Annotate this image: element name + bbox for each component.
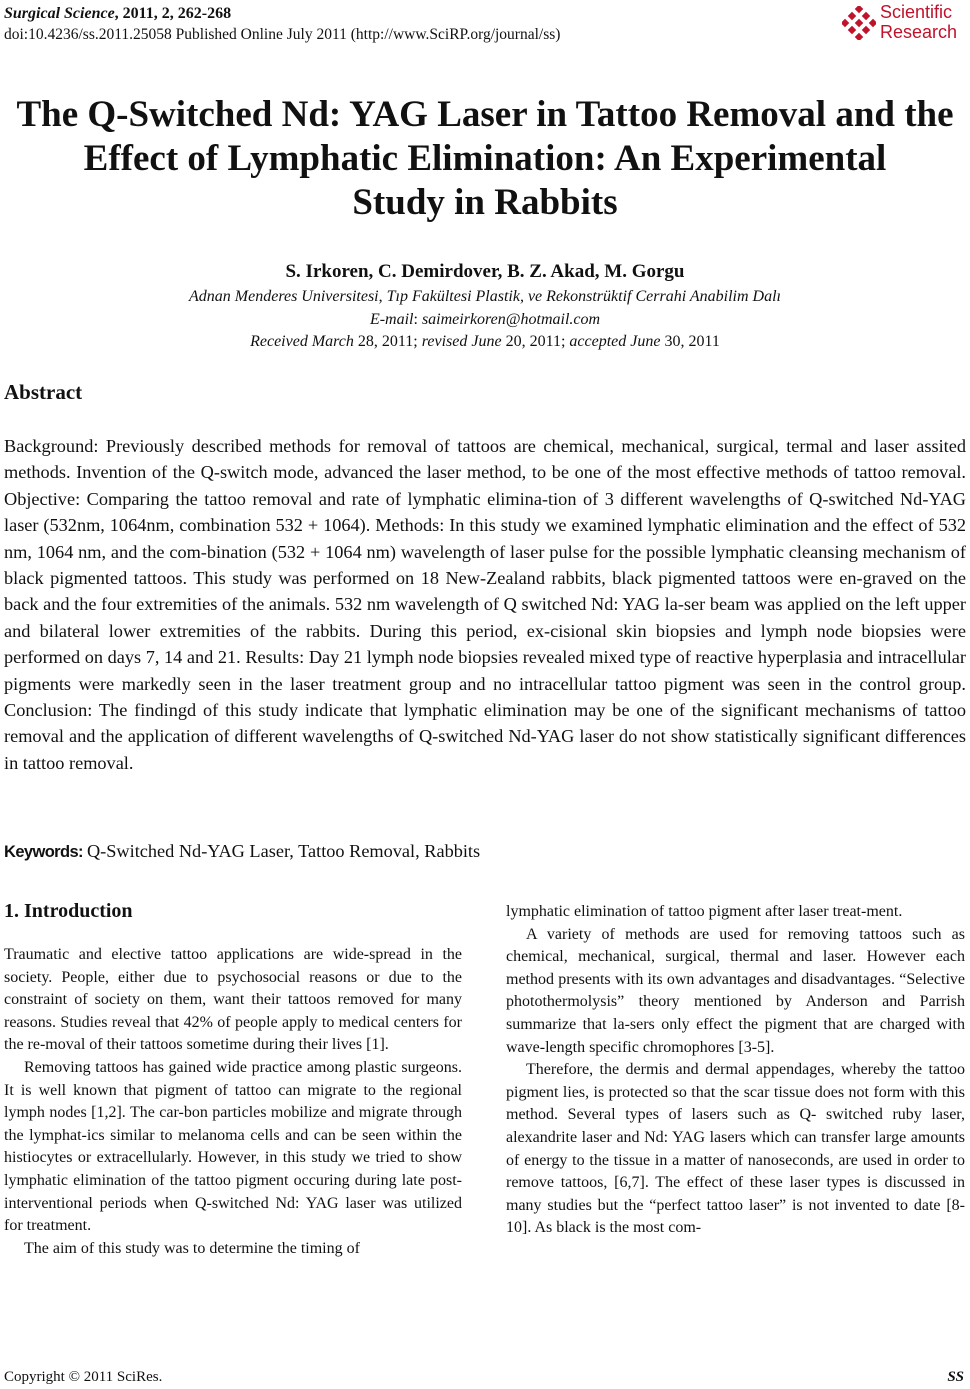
received-label: Received March xyxy=(250,333,354,350)
abstract-body: Background: Previously described methods for removal of tattoos are chemical, mechanical, surgical, termal and laser assited methods. Invention of the Q-switch mode, advanced the laser method, to be one of the most effective methods of tattoo removal. Objective: Comparing the tattoo removal and rate of lymphatic elimina-tion of 3 different wavelengths of Q-switched Nd-YAG laser (532nm, 1064nm, combination 532 + 1064). Methods: In this study we examined lymphatic elimination and the effect of 532 nm, 1064 nm, and the com-bination (532 + 1064 nm) wavelength of laser pulse for the possible lymphatic cleansing mechanism of black pigmented tattoos. This study was performed on 18 New-Zealand rabbits, black pigmented tattoos were en-graved on the back and the four extremities of the animals. 532 nm wavelength of Q switched Nd: YAG la-ser beam was applied on the left upper and bilateral lower extremities of the rabbits. During this period, ex-cisional skin biopsies and lymph node biopsies were performed on days 7, 14 and 21. Results: Day 21 lymph node biopsies revealed mixed type of reactive hyperplasia and intracellular pigments were markedly seen in the laser treatment group and no intracellular tattoo pigment was seen in the control group. Conclusion: The findingd of this study indicate that lymphatic elimination may be one of the significant mechanisms of tattoo removal and the application of different wavelengths of Q-switched Nd-YAG laser do not show statistically significant differences in tattoo removal. xyxy=(4,436,966,773)
email-address[interactable]: saimeirkoren@hotmail.com xyxy=(421,311,601,328)
intro-paragraph: Traumatic and elective tattoo applications are wide-spread in the society. People, either due to psychosocial reasons or due to the constraint of society on them, want their tattoos removed for many reasons. Studies reveal that 42% of people apply to medical centers for the re-moval of their tattoos sometime during their lives [1]. xyxy=(4,946,462,1054)
affiliation-separator: , xyxy=(378,288,387,305)
intro-paragraph: Therefore, the dermis and dermal appendages, whereby the tattoo pigment lies, is protected so that the scar tissue does not form with this method. Several types of lasers such as Q- switched ruby laser, alexandrite laser and Nd: YAG lasers which can transfer large amounts of energy to the tissue in a matter of nanoseconds, are used in order to remove tattoos, [6,7]. The effect of these laser types is discussed in many studies but the “perfect tattoo laser” is not invented to date [8-10]. As black is the most com- xyxy=(506,1061,965,1237)
footer-copyright: Copyright © 2011 SciRes. xyxy=(4,1369,163,1385)
email-label: E-mail xyxy=(369,311,414,328)
logo-text-scientific: Scientific xyxy=(880,2,953,22)
keywords-label: Keywords: xyxy=(4,843,83,861)
footer-journal-abbr: SS xyxy=(947,1369,964,1385)
affiliation-department-rest: , ve Rekonstrüktif Cerrahi Anabilim Dalı xyxy=(519,288,781,305)
accepted-date: 30, 2011 xyxy=(660,333,720,350)
scirp-diamond-logo-icon xyxy=(842,6,876,40)
paper-title xyxy=(0,93,970,225)
received-date: 28, 2011; xyxy=(353,333,422,350)
right-column xyxy=(506,901,965,1240)
title-line-3: Study in Rabbits xyxy=(352,182,618,223)
accepted-label: accepted June xyxy=(569,333,661,350)
author-list: S. Irkoren, C. Demirdover, B. Z. Akad, M. Gorgu xyxy=(285,261,685,282)
intro-paragraph: The aim of this study was to determine the timing of xyxy=(24,1239,360,1257)
revised-date: 20, 2011; xyxy=(501,333,570,350)
running-header xyxy=(4,3,560,45)
intro-paragraph: Removing tattoos has gained wide practice among plastic surgeons. It is well known that pigment of tattoo can migrate to the regional lymph nodes [1,2]. The car-bon particles mobilize and migrate through the lymphat-ics similar to melanoma cells and can be seen within the histiocytes or extracellularly. However, in this study we tried to show lymphatic elimination of the tattoo pigment occuring during late post-interventional periods when Q-switched Nd: YAG laser was utilized for treatment. xyxy=(4,1058,462,1235)
abstract-heading: Abstract xyxy=(4,380,83,404)
affiliation-department: Tıp Fakültesi Plastik xyxy=(386,288,520,305)
section-heading-introduction: 1. Introduction xyxy=(4,900,133,922)
title-line-1: The Q-Switched Nd: YAG Laser in Tattoo Removal and the xyxy=(16,94,954,135)
title-line-2: Effect of Lymphatic Elimination: An Experimental xyxy=(83,138,887,179)
author-email xyxy=(0,309,970,331)
keywords-text: Q-Switched Nd-YAG Laser, Tattoo Removal, Rabbits xyxy=(86,841,481,861)
revised-label: revised June xyxy=(421,333,502,350)
left-column xyxy=(4,944,462,1260)
keywords xyxy=(4,838,480,865)
intro-paragraph: lymphatic elimination of tattoo pigment after laser treat-ment. xyxy=(506,903,903,920)
journal-name: Surgical Science xyxy=(4,5,115,22)
affiliation xyxy=(0,286,970,308)
logo-text-research: Research xyxy=(880,22,958,42)
email-colon: : xyxy=(413,311,422,328)
doi-line: doi:10.4236/ss.2011.25058 Published Online July 2011 (http://www.SciRP.org/journal/ss) xyxy=(4,26,561,43)
article-dates xyxy=(0,331,970,353)
journal-issue: , 2011, 2, 262-268 xyxy=(114,5,232,22)
publisher-logo xyxy=(842,2,964,44)
intro-paragraph: A variety of methods are used for removing tattoos such as chemical, mechanical, surgical, thermal and laser. However each method presents with its own advantages and disadvantages. “Selective photothermolysis” theory mentioned by Anderson and Parrish summarize that la-sers only effect the pigment that are charged with wave-length specific chromophores [3-5]. xyxy=(506,925,965,1056)
affiliation-university: Adnan Menderes Universitesi xyxy=(189,288,379,305)
